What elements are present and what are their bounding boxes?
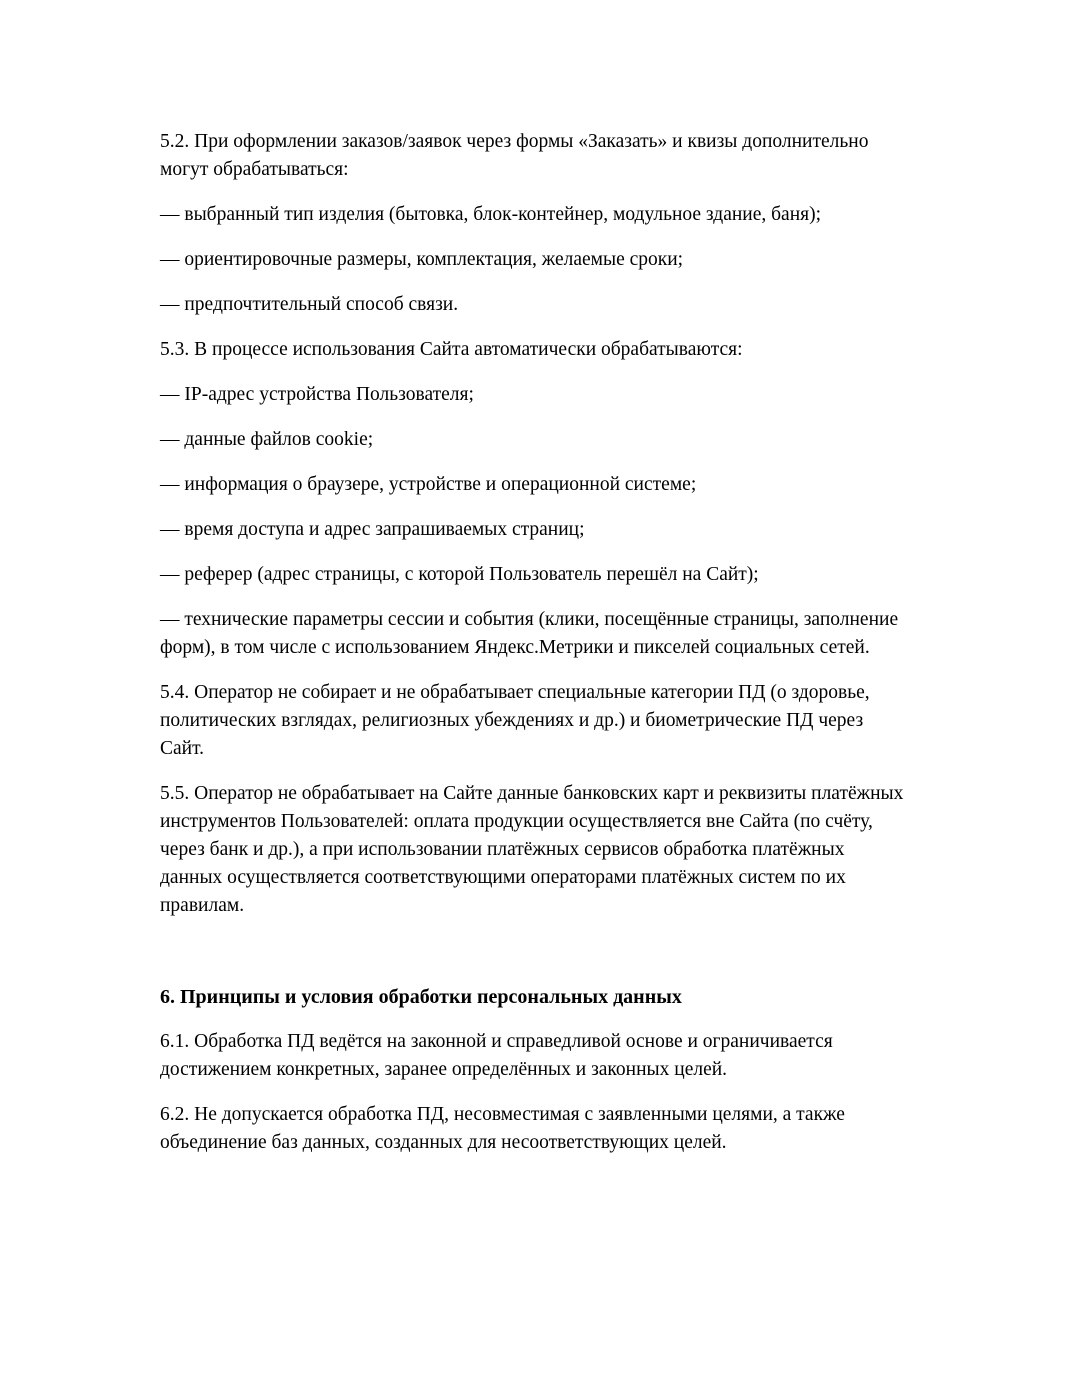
clause-5-3: 5.3. В процессе использования Сайта автоматически обрабатываются:: [160, 339, 743, 360]
clause-6-2: 6.2. Не допускается обработка ПД, несовместимая с заявленными целями, а также объединение баз данных, созданных для несоответствующих целей.: [160, 1104, 845, 1153]
clause-5-3-list-item-access-time: — время доступа и адрес запрашиваемых страниц;: [160, 519, 585, 540]
clause-5-2-list-item-contact-method: — предпочтительный способ связи.: [160, 294, 459, 315]
clause-5-2-list-item-product-type: — выбранный тип изделия (бытовка, блок-контейнер, модульное здание, баня);: [160, 204, 822, 225]
clause-5-2-list-item-dimensions: — ориентировочные размеры, комплектация, желаемые сроки;: [160, 249, 684, 270]
clause-5-3-list-item-cookies: — данные файлов cookie;: [160, 429, 374, 450]
clause-6-1: 6.1. Обработка ПД ведётся на законной и справедливой основе и ограничивается достижением конкретных, заранее определённых и законных целей.: [160, 1031, 833, 1080]
clause-5-3-list-item-browser-info: — информация о браузере, устройстве и операционной системе;: [160, 474, 697, 495]
clause-5-2: 5.2. При оформлении заказов/заявок через формы «Заказать» и квизы дополнительно могут обрабатываться:: [160, 131, 869, 180]
clause-5-3-list-item-referrer: — реферер (адрес страницы, с которой Пользователь перешёл на Сайт);: [160, 564, 759, 585]
privacy-policy-text: [160, 128, 910, 1157]
section-6-heading: 6. Принципы и условия обработки персональных данных: [160, 986, 682, 1008]
clause-5-5: 5.5. Оператор не обрабатывает на Сайте данные банковских карт и реквизиты платёжных инструментов Пользователей: оплата продукции осуществляется вне Сайта (по счёту, через банк и др.), а при использовании платёжных сервисов обработка платёжных данных осуществляется соответствующими операторами платёжных систем по их правилам.: [160, 783, 904, 916]
clause-5-3-list-item-ip-address: — IP-адрес устройства Пользователя;: [160, 384, 474, 405]
clause-5-3-list-item-session-params: — технические параметры сессии и события (клики, посещённые страницы, заполнение форм), в том числе с использованием Яндекс.Метрики и пикселей социальных сетей.: [160, 609, 899, 658]
clause-5-4: 5.4. Оператор не собирает и не обрабатывает специальные категории ПД (о здоровье, политических взглядах, религиозных убеждениях и др.) и биометрические ПД через Сайт.: [160, 682, 870, 759]
